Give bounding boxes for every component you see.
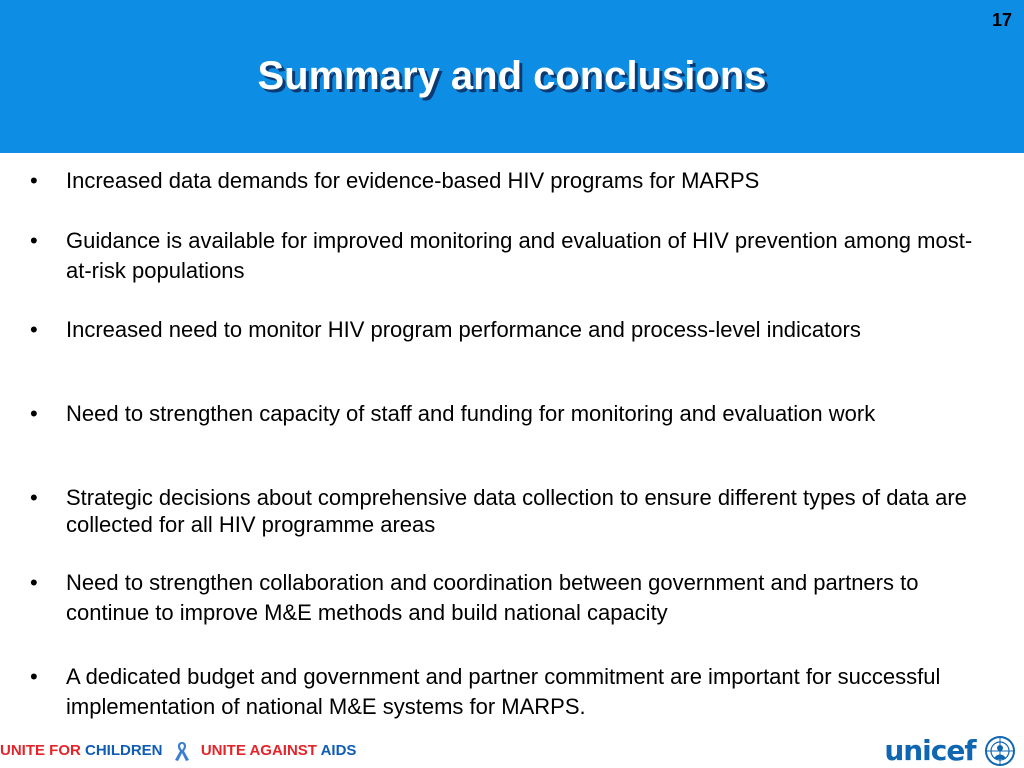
aids-ribbon-icon (171, 740, 193, 762)
bullet-text: Need to strengthen collaboration and coordination between government and partners to continue to improve M&E methods and build national capacity (66, 570, 919, 625)
unicef-emblem-icon (984, 735, 1016, 767)
bullet-icon: • (30, 664, 38, 689)
bullet-icon: • (30, 401, 38, 426)
bullet-text: Guidance is available for improved monitoring and evaluation of HIV prevention among most-at-risk populations (66, 228, 973, 283)
unicef-logo (884, 734, 1016, 768)
title-banner (0, 0, 1024, 153)
bullet-icon: • (30, 485, 38, 510)
bullet-text: Need to strengthen capacity of staff and funding for monitoring and evaluation work (66, 401, 876, 426)
footer-children: CHILDREN (85, 741, 163, 759)
footer-unite-against: UNITE AGAINST (200, 741, 321, 759)
bullet-icon: • (30, 317, 38, 342)
bullet-text: Increased data demands for evidence-based HIV programs for MARPS (66, 168, 760, 193)
bullet-text: Strategic decisions about comprehensive data collection to ensure different types of data are collected for all HIV programme areas (66, 485, 967, 537)
slide-number: 17 (991, 10, 1012, 30)
unicef-wordmark: unicef (884, 734, 976, 767)
bullet-text: A dedicated budget and government and partner commitment are important for successful implementation of national M&E systems for MARPS. (66, 664, 941, 719)
bullet-icon: • (30, 228, 38, 253)
slide-title: Summary and conclusions (257, 54, 767, 98)
footer-unite-for: UNITE FOR (0, 741, 85, 759)
bullet-text: Increased need to monitor HIV program performance and process-level indicators (66, 317, 861, 342)
bullet-icon: • (30, 570, 38, 595)
bullet-icon: • (30, 168, 38, 193)
footer-campaign-banner (0, 740, 356, 766)
footer-aids: AIDS (320, 741, 357, 759)
